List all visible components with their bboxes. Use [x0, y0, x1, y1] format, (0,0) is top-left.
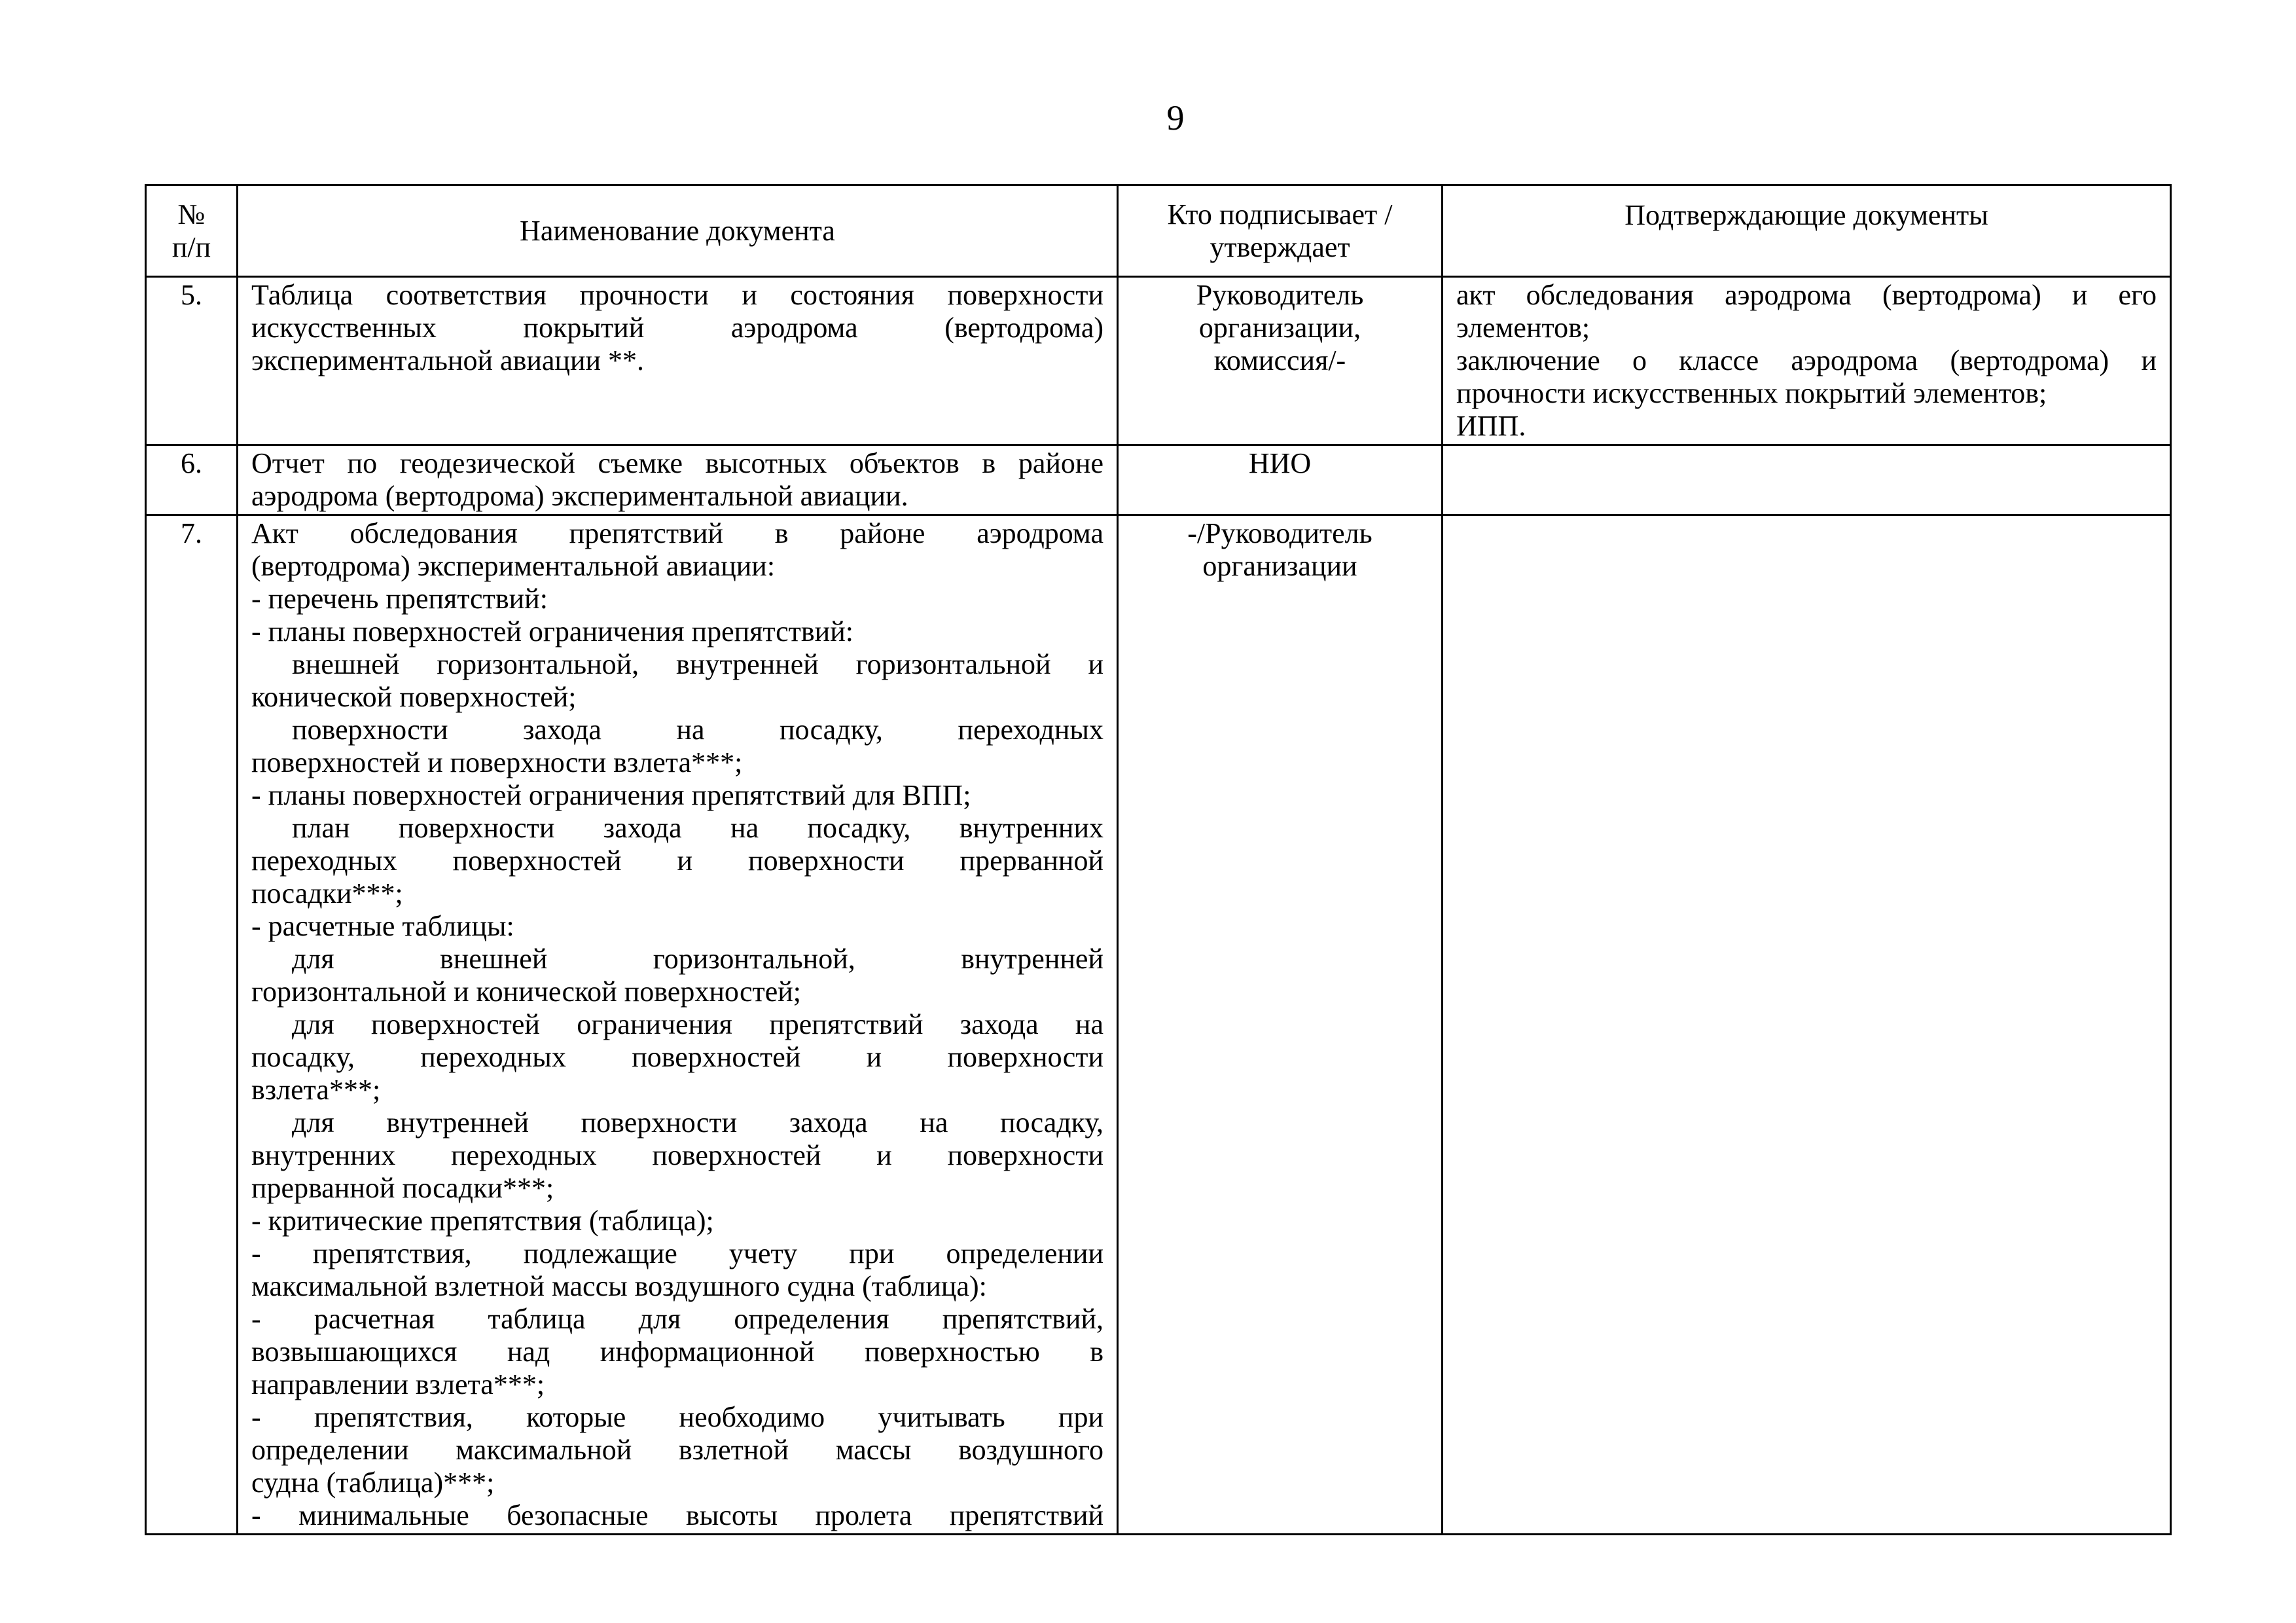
- header-document-name: Наименование документа: [238, 185, 1118, 277]
- header-supporting-docs: Подтверждающие документы: [1443, 185, 2171, 277]
- row-number: 6.: [146, 445, 238, 515]
- signer-cell: -/Руководитель организации: [1118, 515, 1443, 1535]
- row-number: 5.: [146, 277, 238, 445]
- table-row: [146, 515, 2171, 1535]
- document-name-cell: Акт обследования препятствий в районе аэродрома (вертодрома) экспериментальной авиации: - перечень препятствий: - планы поверхностей ограничения препятствий: внешней горизонтальной, внутренней горизонтальной и конической поверхностей; поверхности захода на посадку, переходных поверхностей и поверхности взлета***; - планы поверхностей ограничения препятствий для ВПП; план поверхности захода на посадку, внутренних переходных поверхностей и поверхности прерванной посадки***; - расчетные таблицы: для внешней горизонтальной, внутренней горизонтальной и конической поверхностей; для поверхностей ограничения препятствий захода на посадку, переходных поверхностей и поверхности взлета***; для внутренней поверхности захода на посадку, внутренних переходных поверхностей и поверхности прерванной посадки***; - критические препятствия (таблица); - препятствия, подлежащие учету при определении максимальной взлетной массы воздушного судна (таблица): - расчетная таблица для определения препятствий, возвышающихся над информационной поверхностью в направлении взлета***; - препятствия, которые необходимо учитывать при определении максимальной взлетной массы воздушного судна (таблица)***; - минимальные безопасные высоты пролета препятствий: [238, 515, 1118, 1535]
- table-header-row: [146, 185, 2171, 277]
- table-row: [146, 445, 2171, 515]
- documents-table: [145, 184, 2172, 1535]
- header-signer: Кто подписывает / утверждает: [1118, 185, 1443, 277]
- document-name-cell: Таблица соответствия прочности и состояния поверхности искусственных покрытий аэродрома (вертодрома) экспериментальной авиации **.: [238, 277, 1118, 445]
- signer-cell: НИО: [1118, 445, 1443, 515]
- page-number: 9: [1166, 98, 1185, 137]
- row-number: 7.: [146, 515, 238, 1535]
- supporting-docs-cell: [1443, 445, 2171, 515]
- supporting-docs-cell: [1443, 515, 2171, 1535]
- supporting-docs-cell: акт обследования аэродрома (вертодрома) и его элементов; заключение о классе аэродрома (вертодрома) и прочности искусственных покрытий элементов; ИПП.: [1443, 277, 2171, 445]
- table-row: [146, 277, 2171, 445]
- signer-cell: Руководитель организации, комиссия/-: [1118, 277, 1443, 445]
- document-name-cell: Отчет по геодезической съемке высотных объектов в районе аэродрома (вертодрома) экспериментальной авиации.: [238, 445, 1118, 515]
- header-number: № п/п: [146, 185, 238, 277]
